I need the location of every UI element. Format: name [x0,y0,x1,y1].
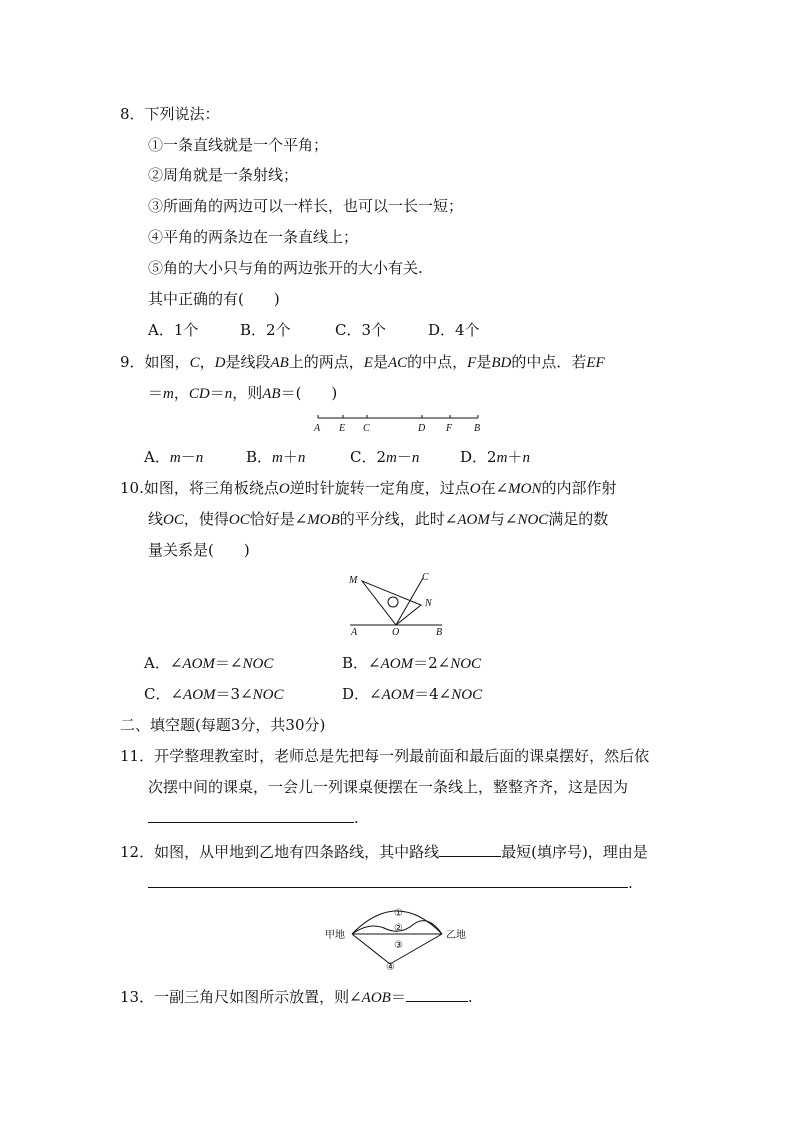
q9-option-a: A．m－n [144,448,204,466]
q9-option-c: C．2m－n [350,448,420,466]
q13-line: 13．一副三角尺如图所示放置，则∠AOB＝ . [120,988,473,1006]
q12-label-end: 乙地 [446,930,466,941]
q10-line-1: 10.如图，将三角板绕点O逆时针旋转一定角度，过点O在∠MON的内部作射 [120,479,617,497]
q12-route-1: ① [394,908,403,919]
q13-answer-blank[interactable] [406,987,468,1002]
q8-option-d: D．4个 [428,321,480,339]
q10-label-o: O [392,627,400,638]
q10-label-b: B [436,627,443,638]
q10-label-c: C [422,572,429,583]
q11-line-2: 次摆中间的课桌，一会儿一列课桌便摆在一条线上，整整齐齐，这是因为 [148,778,629,796]
q9-line-2: ＝m，CD＝n，则AB＝( ) [148,384,338,402]
q9-label-e: E [339,423,346,434]
q9-label-d: D [418,423,426,434]
q8-item-2: ②周角就是一条射线； [148,166,299,184]
section-2-heading: 二、填空题(每题3分，共30分) [120,716,326,734]
q12-line-1: 12．如图，从甲地到乙地有四条路线，其中路线 最短(填序号)，理由是 [120,843,648,861]
q9-option-b: B．m＋n [246,448,306,466]
q12-routes-figure [322,900,472,975]
q9-label-c: C [363,423,370,434]
q12-route-blank[interactable] [439,842,501,857]
q9-label-f: F [446,423,453,434]
q9-option-d: D．2m＋n [460,448,530,466]
q10-line-2: 线OC，使得OC恰好是∠MOB的平分线，此时∠AOM与∠NOC满足的数 [148,510,609,528]
q8-item-5: ⑤角的大小只与角的两边张开的大小有关. [148,259,423,277]
q9-segment-figure [310,410,485,435]
q10-line-3: 量关系是( ) [148,541,250,559]
q9-line-1: 9．如图，C，D是线段AB上的两点，E是AC的中点，F是BD的中点．若EF [120,353,605,371]
q8-option-a: A．1个 [148,321,199,339]
q12-label-start: 甲地 [325,930,345,941]
q12-route-4: ④ [386,962,395,973]
q12-route-2: ② [394,923,403,934]
q12-line-2: . [148,873,633,893]
q8-option-c: C．3个 [335,321,387,339]
q11-answer-blank[interactable] [148,808,354,823]
q10-label-n: N [425,598,432,609]
q8-item-1: ①一条直线就是一个平角； [148,136,329,154]
q10-option-c: C．∠AOM＝3∠NOC [144,685,284,703]
q11-line-1: 11．开学整理教室时，老师总是先把每一列最前面和最后面的课桌摆好，然后依 [120,747,650,765]
q10-label-m: M [349,575,358,586]
q10-option-b: B．∠AOM＝2∠NOC [342,654,482,672]
q8-ask: 其中正确的有( ) [148,290,280,308]
q9-label-b: B [474,423,481,434]
q8-option-b: B．2个 [240,321,291,339]
q11-line-3: . [148,808,359,828]
q12-reason-blank[interactable] [148,873,628,888]
q10-triangle-figure [340,570,455,640]
q8-stem: 8．下列说法： [120,105,220,123]
q10-label-a: A [351,627,358,638]
q10-option-a: A．∠AOM＝∠NOC [144,654,274,672]
q8-item-3: ③所画角的两边可以一样长，也可以一长一短； [148,197,464,215]
q8-item-4: ④平角的两条边在一条直线上； [148,228,359,246]
q10-option-d: D．∠AOM＝4∠NOC [342,685,483,703]
q12-route-3: ③ [394,940,403,951]
q9-label-a: A [314,423,321,434]
